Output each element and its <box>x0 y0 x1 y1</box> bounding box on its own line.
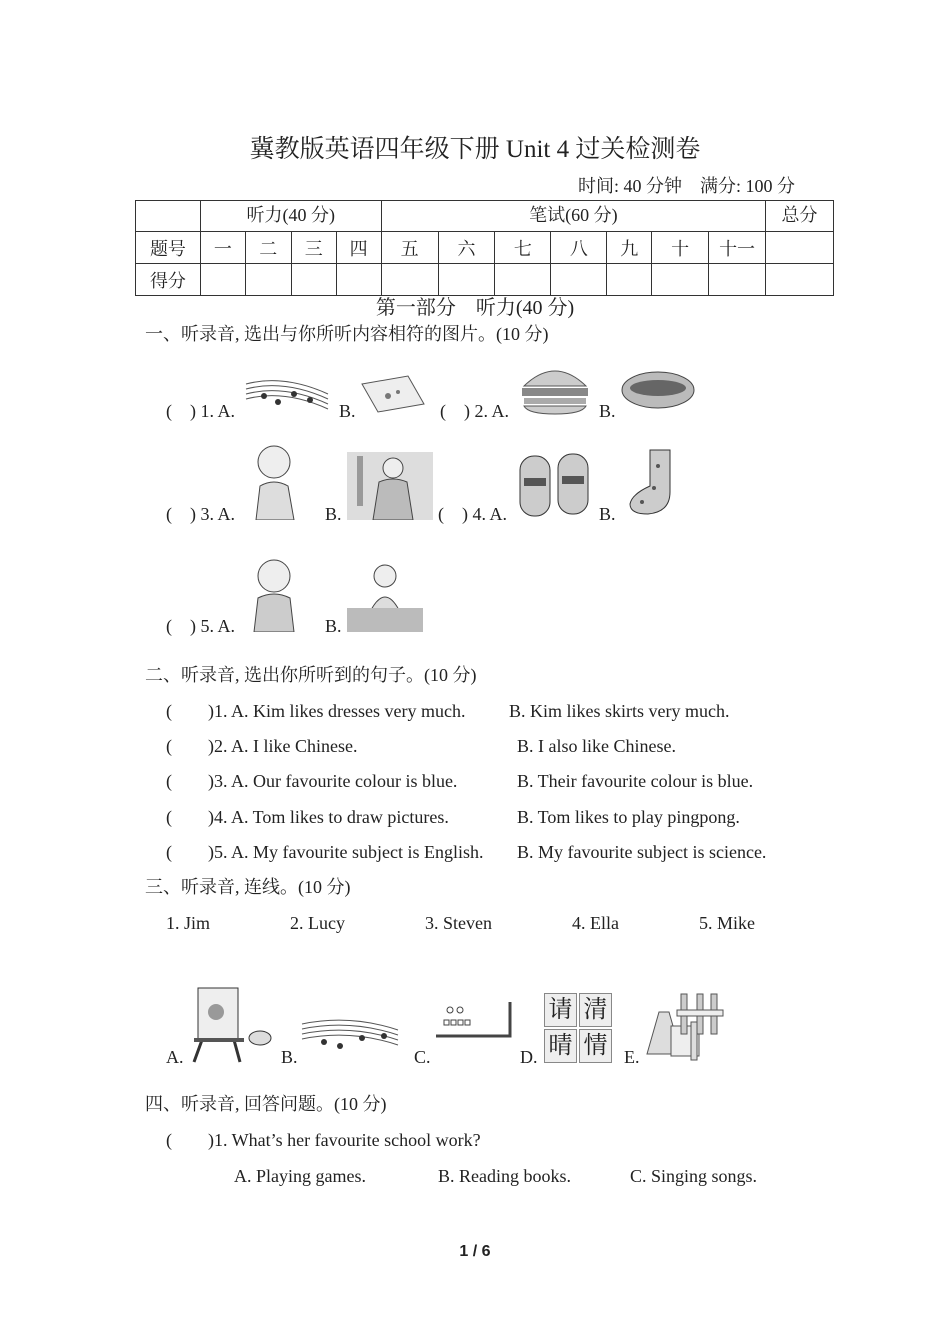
num-cell: 四 <box>336 232 381 264</box>
music-notes-image <box>300 1010 400 1060</box>
option-a-label: A. <box>166 1047 184 1067</box>
q3-b-label: B. <box>325 504 342 524</box>
row-label: 得分 <box>136 264 201 296</box>
score-cell[interactable] <box>291 264 336 296</box>
hotdog-image <box>620 366 696 414</box>
score-cell[interactable] <box>381 264 438 296</box>
option-c-label: C. <box>414 1047 431 1067</box>
num-cell: 二 <box>245 232 291 264</box>
boy-eating-image <box>250 556 298 632</box>
girl-reading-image <box>347 452 433 520</box>
num-cell: 八 <box>551 232 607 264</box>
q4-label: ( ) 4. A. <box>438 504 507 524</box>
name-mike: 5. Mike <box>699 913 755 933</box>
s4-option-a: A. Playing games. <box>234 1166 366 1186</box>
num-cell: 六 <box>438 232 495 264</box>
name-steven: 3. Steven <box>425 913 492 933</box>
option-e-label: E. <box>624 1047 640 1067</box>
part-heading: 第一部分 听力(40 分) <box>375 297 575 319</box>
num-cell: 五 <box>381 232 438 264</box>
s4-option-b: B. Reading books. <box>438 1166 571 1186</box>
page-title: 冀教版英语四年级下册 Unit 4 过关检测卷 <box>249 136 701 163</box>
s2-q1-b: B. Kim likes skirts very much. <box>509 701 730 721</box>
page-number: 1 / 6 <box>459 1243 491 1260</box>
q2-label: ( ) 2. A. <box>440 401 509 421</box>
num-cell: 十一 <box>709 232 766 264</box>
score-cell[interactable] <box>709 264 766 296</box>
listening-header: 听力(40 分) <box>200 201 381 232</box>
score-cell[interactable] <box>336 264 381 296</box>
s2-q1-a: ( )1. A. Kim likes dresses very much. <box>166 701 466 721</box>
sandals-image <box>516 452 592 518</box>
num-cell: 三 <box>291 232 336 264</box>
q2-b-label: B. <box>599 401 616 421</box>
drawing-paper-image <box>358 374 426 414</box>
score-cell[interactable] <box>200 264 245 296</box>
total-header: 总分 <box>766 201 834 232</box>
score-cell[interactable] <box>607 264 652 296</box>
char-tile: 晴 <box>544 1029 577 1063</box>
easel-painting-image <box>188 982 272 1064</box>
s2-q3-a: ( )3. A. Our favourite colour is blue. <box>166 771 458 791</box>
char-tile: 情 <box>579 1029 612 1063</box>
option-d-label: D. <box>520 1047 538 1067</box>
socks-image <box>624 448 686 518</box>
section-1-title: 一、听录音, 选出与你所听内容相符的图片。(10 分) <box>145 324 549 344</box>
s2-q2-a: ( )2. A. I like Chinese. <box>166 736 358 756</box>
score-cell[interactable] <box>438 264 495 296</box>
num-cell: 一 <box>200 232 245 264</box>
num-cell: 九 <box>607 232 652 264</box>
num-cell: 七 <box>495 232 551 264</box>
blank-cell <box>136 201 201 232</box>
s2-q2-b: B. I also like Chinese. <box>517 736 676 756</box>
q4-b-label: B. <box>599 504 616 524</box>
music-notes-image <box>244 372 330 412</box>
s2-q4-a: ( )4. A. Tom likes to draw pictures. <box>166 807 449 827</box>
section-4-title: 四、听录音, 回答问题。(10 分) <box>145 1094 387 1114</box>
s4-option-c: C. Singing songs. <box>630 1166 758 1186</box>
char-tile: 请 <box>544 993 577 1027</box>
char-tile: 清 <box>579 993 612 1027</box>
writing-header: 笔试(60 分) <box>381 201 765 232</box>
s2-q5-a: ( )5. A. My favourite subject is English. <box>166 842 484 862</box>
num-cell <box>766 232 834 264</box>
lab-equipment-image <box>645 992 727 1062</box>
option-b-label: B. <box>281 1047 298 1067</box>
s4-question: ( )1. What’s her favourite school work? <box>166 1130 481 1150</box>
score-cell[interactable] <box>766 264 834 296</box>
score-cell[interactable] <box>652 264 709 296</box>
row-label: 题号 <box>136 232 201 264</box>
hamburger-image <box>518 362 592 416</box>
name-lucy: 2. Lucy <box>290 913 345 933</box>
q1-label: ( ) 1. A. <box>166 401 235 421</box>
girl-eating-image <box>248 442 300 520</box>
name-jim: 1. Jim <box>166 913 211 933</box>
q5-label: ( ) 5. A. <box>166 616 235 636</box>
score-table <box>135 200 834 296</box>
q5-b-label: B. <box>325 616 342 636</box>
section-2-title: 二、听录音, 选出你所听到的句子。(10 分) <box>145 665 477 685</box>
blackboard-corner-image <box>436 1000 514 1040</box>
score-cell[interactable] <box>551 264 607 296</box>
q1-b-label: B. <box>339 401 356 421</box>
exam-meta: 时间: 40 分钟 满分: 100 分 <box>578 176 796 196</box>
num-cell: 十 <box>652 232 709 264</box>
score-cell[interactable] <box>495 264 551 296</box>
q3-label: ( ) 3. A. <box>166 504 235 524</box>
s2-q5-b: B. My favourite subject is science. <box>517 842 767 862</box>
s2-q3-b: B. Their favourite colour is blue. <box>517 771 754 791</box>
chinese-characters-image <box>544 993 612 1061</box>
section-3-title: 三、听录音, 连线。(10 分) <box>145 877 351 897</box>
s2-q4-b: B. Tom likes to play pingpong. <box>517 807 740 827</box>
name-ella: 4. Ella <box>572 913 619 933</box>
boy-at-table-image <box>347 560 423 632</box>
score-cell[interactable] <box>245 264 291 296</box>
